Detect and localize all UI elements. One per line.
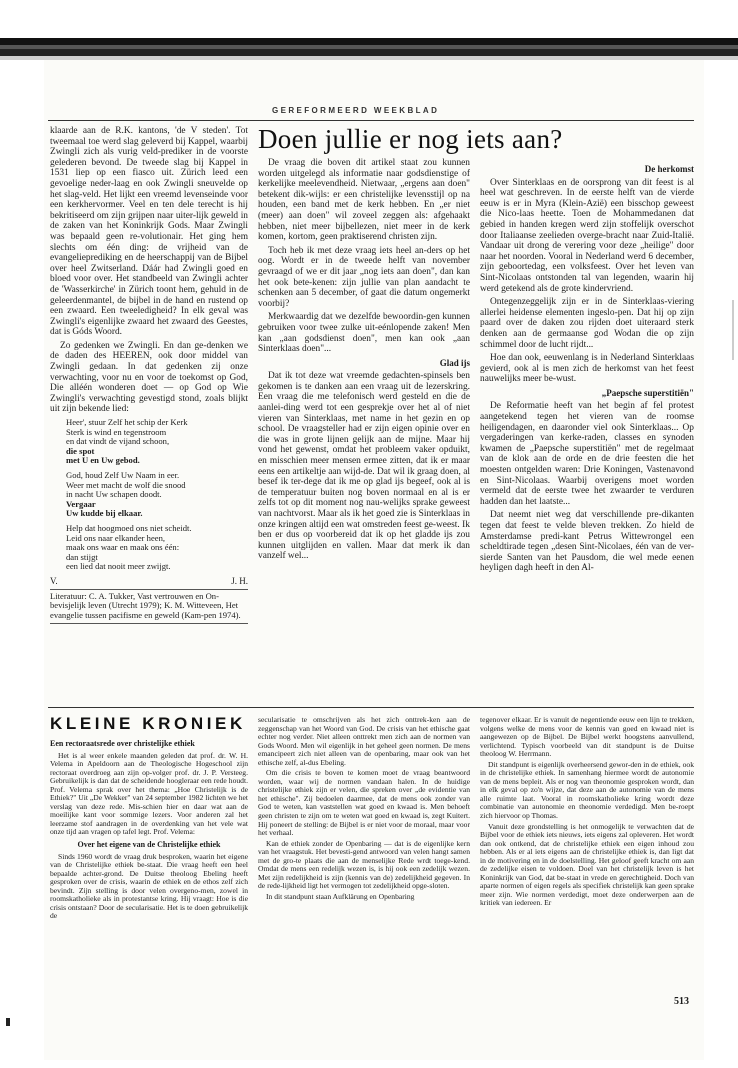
poem-line: die spot: [66, 445, 95, 456]
paragraph: De vraag die boven dit artikel staat zou kunnen worden uitgelegd als informatie naar godsdienstige of kerkelijke meelevendheid. Nietwaar, „ergens aan doen" betekent dik-wijls: er een christelijke levensstijl op na houden, een band met de kerk hebben. En „er niet (meer) aan doen" wil zoveel zeggen als: afgehaakt hebben, niet meer bijbellezen, niet meer in de kerk komen, kortom, geen praktiserend christen zijn.: [258, 158, 470, 243]
paragraph: tegenover elkaar. Er is vanuit de negentiende eeuw een lijn te trekken, volgens welke de mens voor de kennis van goed en kwaad niet is aangewezen op de Bijbel. De Bijbel werkt hoogstens aanvullend, verlichtend. Typisch voorbeeld van dit standpunt is de Duitse theoloog W. Herrmann.: [480, 715, 694, 759]
article-title: Doen jullie er nog iets aan?: [258, 124, 563, 154]
paragraph: Het is al weer enkele maanden geleden dat prof. dr. W. H. Velema in Apeldoorn aan de Theologische Hogeschool zijn rectoraat overdroeg aan zijn op-volger prof. dr. J. P. Versteeg. Gebruikelijk is dan dat de scheidende hoogleraar een rede houdt. Prof. Velema sprak over het thema: „Hoe Christelijk is de Ethiek?" Uit „De Wekker" van 24 september 1982 lichten we het verslag van deze rede. Mis-schien hier en daar wat aan de moeilijke kant voor sommige lezers. Voor anderen zal het leerzame stof aandragen in de overdenking van het vele wat onze tijd aan vragen op tafel legt. Prof. Velema:: [50, 750, 248, 837]
poem-line: Help dat hoogmoed ons niet scheidt.: [66, 522, 192, 533]
poem-line: met U en Uw gebod.: [66, 455, 140, 466]
paragraph: klaarde aan de R.K. kantons, 'de V steden'. Tot tweemaal toe werd slag geleverd bij Kappel, waarbij Zwingli zich als vurig veld-prediker in de voorste gelederen bevond. De tweede slag bij Kappel in 1531 liep op een fiasco uit. Zürich leed een gevoelige neder-laag en ook Zwingli sneuvelde op het slag-veld. Het lijkt een vreemd levenseinde voor een kerkhervormer. Veel en ten dele terecht is hij bekritiseerd om zijn grijpen naar uiter-lijk geweld in de zaken van het Koninkrijk Gods. Maar Zwingli was bepaald geen re-volutionair. Het ging hem slechts om één ding: de vrijheid van de evangelieprediking en de heerschappij van de Bijbel over heel Zwitserland. Dáár had Zwingli goed en bloed voor over. Het standbeeld van Zwingli achter de 'Wasserkirche' in Zürich toont hem, gehuld in de geleerdenmantel, de bijbel in de hand en rustend op een zwaard. Een tweeledigheid? In elk geval was Zwingli's eigenlijke zwaard het zwaard des Geestes, dat is Góds Woord.: [50, 126, 248, 338]
kroniek-column-right: [480, 716, 694, 910]
section-heading: De herkomst: [644, 164, 694, 174]
paragraph: secularisatie te omschrijven als het zich onttrek-ken aan de zeggenschap van het Woord van God. De crisis van het ethische gaat echter nog verder. Niet alleen onttrekt men zich aan de normen van Gods Woord. Men wil eigenlijk in het geheel geen normen. De mens emancipeert zich niet alleen van de openbaring, maar ook van het ethische zelf, al-dus Ebeling.: [258, 715, 470, 767]
poem-line: een lied dat nooit meer zwijgt.: [66, 561, 171, 572]
poem-line: Sterk is wind en tegenstroom: [66, 426, 167, 437]
poem: [50, 418, 248, 572]
column-right: [480, 164, 694, 577]
paragraph: Toch heb ik met deze vraag iets heel an-ders op het oog. Wordt er in de tweede helft van november gevraagd of we er dit jaar „nog iets aan doen", dan kan het ook bete-kenen: zijn jullie van plan aandacht te schenken aan 5 december, of gaat die datum ongemerkt voorbij?: [258, 245, 470, 309]
paragraph: Dat ik tot deze wat vreemde gedachten-spinsels ben gekomen is te danken aan een vraag uit de lezerskring. Een vraag die me telefonisch werd gesteld en die de aanlei-ding werd tot een gesprekje over het al of niet vieren van Sinterklaas, met name in het gezin en op school. De vraagsteller had er zijn eigen opinie over en die was in grote lijnen gelijk aan de mijne. Maar hij vond het gewenst, omdat het probleem vaker opduikt, en misschien meer mensen ermee zitten, dat ik er maar eens een artikeltje aan wijd-de. Dat wil ik graag doen, al besef ik ter-dege dat ik me op glad ijs begeef, ook al is de temperatuur buiten nog boven normaal en al is er zelfs tot op dit moment nog nau-welijks sprake geweest van nachtvorst. Maar als ik het goed zie is Sinterklaas in onze kringen altijd een wat omstreden feest ge-weest. Ik ben er dus op voorbereid dat ik op het gladde ijs zou kunnen uitglijden en vallen. Maar dat merk ik dan vanzelf wel...: [258, 371, 470, 562]
paragraph: Sinds 1960 wordt de vraag druk besproken, waarin het eigene van de Christelijke ethiek be-staat. Die vraag heeft een heel bepaalde achter-grond. De Duitse theoloog Ebeling heeft gesproken over de crisis, waarin de ethiek en de ethos zelf zich bevindt. Zijn stelling is door velen overgeno-men, zowel in roomskatholieke als in protestantse kring. Hij vraagt: Hoe is die crisis ontstaan? Door de secularisatie. Het is te doen gebruikelijk de: [50, 851, 248, 921]
section-heading: „Paepsche superstitiën": [601, 387, 694, 398]
literature-note: Literatuur: C. A. Tukker, Vast vertrouwen en On-bevisjelijk leven (Utrecht 1979); K. M. Witteveen, Het evangelie tussen pacifisme en geweld (Kam-pen 1974).: [50, 590, 241, 621]
poem-line: maak ons waar en maak ons één:: [66, 542, 180, 553]
paragraph: Ontegenzeggelijk zijn er in de Sinterklaas-viering allerlei heidense elementen ingeslo-pen. Dat hij op zijn paard over de daken zou rijden doet uiteraard sterk denken aan de germaanse god Wodan die op zijn schimmel door de lucht rijdt...: [480, 297, 694, 350]
poem-line: God, houd Zelf Uw Naam in eer.: [66, 470, 180, 480]
section-rule: [48, 707, 694, 708]
paragraph: In dit standpunt staan Aufklärung en Openbaring: [266, 891, 415, 901]
literature-rule: [50, 623, 248, 624]
scan-top-border: [0, 38, 738, 56]
scan-corner-mark: [6, 1018, 10, 1026]
header-rule: [48, 120, 694, 121]
paragraph: Vanuit deze grondstelling is het onmogelijk te verwachten dat de Bijbel voor de ethiek iets nieuws, iets eigens zal opleveren. Het wordt dan ook ontkend, dat de christelijke ethiek een eigen inhoud zou hebben. Als er al iets eigens aan de christelijke ethiek is, dan ligt dat in de motivering en in de doelstelling. Het geloof geeft kracht om aan de zedelijke eisen te voldoen. Doel van het christelijk leven is het Koninkrijk van God, dat be-staat in vrede en gerechtigheid. Doch van aparte normen of eigen regels als specifiek christelijk kan geen sprake meer zijn. Wie normen verdedigt, moet deze onderwerpen aan de kritiek van iedereen. Er: [480, 821, 694, 908]
kroniek-column-left: [50, 738, 248, 923]
poem-line: Vergaar: [66, 498, 96, 509]
poem-line: Heer', stuur Zelf het schip der Kerk: [66, 417, 188, 428]
poem-line: in nacht Uw schapen doodt.: [66, 489, 162, 500]
column-middle: [258, 158, 470, 565]
paragraph: Over Sinterklaas en de oorsprong van dit feest is al heel wat geschreven. In de eerste helft van de vierde eeuw is er in Myra (Klein-Azië) een bisschop geweest die Nico-laas heette. Toen de Mohammedanen dat gebied in handen kregen werd zijn stoffelijk overschot door Italiaanse zeelieden overge-bracht naar Zuid-Italië. Vandaar uit drong de verering voor deze „heilige" door naar het noorden. Vooral in Nederland werd 6 december, zijn geboortedag, een volksfeest. Over het leven van Sint-Nicolaas ontstonden tal van legenden, waarin hij werd getekend als de grote kindervriend.: [480, 177, 694, 294]
signature-right: J. H.: [231, 575, 248, 586]
signature-left: V.: [50, 575, 58, 586]
literature-rule: [50, 589, 248, 590]
poem-line: Weer met macht de wolf die snood: [66, 479, 186, 490]
paragraph: Dit standpunt is eigenlijk overheersend gewor-den in de ethiek, ook in de christelijke ethiek. In samenhang hiermee wordt de autonomie van de mens bepleit. Als er nog van theonomie gesproken wordt, dan in elk geval op zo'n wijze, dat deze aan de autonomie van de mens alle ruimte laat. Vooral in roomskatholieke kring wordt deze combinatie van autonomie en theonomie verdedigd. Men be-roept zich hiervoor op Thomas.: [480, 759, 694, 821]
column-left: [50, 126, 248, 626]
poem-line: dan stijgt: [66, 551, 98, 562]
paragraph: Om die crisis te boven te komen moet de vraag beantwoord worden, waar wij de normen vandaan halen. In de huidige christelijke ethiek zijn er velen, die spreken over „de evidentie van het ethische". Zij bedoelen daarmee, dat de mens ook zonder van God te weten, kan vaststellen wat goed en kwaad is. Men behoeft geen christen te zijn om te weten wat goed en kwaad is, zegt Kuitert. Hij poneert de stelling: de Bijbel is er niet voor de moraal, maar voor het verhaal.: [258, 768, 470, 838]
section-heading: Glad ijs: [439, 357, 470, 368]
poem-line: en dat vindt de vijand schoon,: [66, 436, 170, 447]
paragraph: Dat neemt niet weg dat verschillende pre-dikanten tegen dat feest te velde bleven trekken. Zo hield de Amsterdamse predi-kant Petrus Wittewrongel een scheldtirade tegen „desen Sint-Nicolaes, één van de ver-sierde Santen van het Pausdom, die wel mede eenen heyligen dagh heeft in den Al-: [480, 510, 694, 574]
running-header: GEREFORMEERD WEEKBLAD: [272, 106, 440, 115]
paragraph: Kan de ethiek zonder de Openbaring — dat is de eigenlijke kern van het vraagstuk. Het bevesti-gend antwoord van velen hangt samen met de gro-te plaats die aan de menselijke Rede wrdt toege-kend. Omdat de mens een redelijk wezen is, is hij ook een zedelijk wezen. Met zijn redelijkheid is zijn (kennis van de) zedelijkheid gegeven. In de rede-lijkheid ligt het vermogen tot zedelijkheid opge-sloten.: [258, 838, 470, 891]
paragraph: De Reformatie heeft van het begin af fel protest aangetekend tegen het vieren van de roomse heiligendagen, en daaronder viel ook Sinterklaas... Op vergaderingen van kerke-raden, classes en synoden kwamen de „Paepsche superstitiën" met de regelmaat van de klok aan de orde en de drie feesten die het moesten ontgelden waren: Drie Koningen, Vastenavond en Sint-Nicolaas. Waarbij overigens moet worden vermeld dat de eerste twee het zwaarder te verduren hadden dan het laatste...: [480, 401, 694, 507]
paragraph: Merkwaardig dat we dezelfde bewoordin-gen kunnen gebruiken voor twee zulke uit-eénlopende zaken! Men kan „aan godsdienst doen", men kan ook „aan Sinterklaas doen"...: [258, 312, 470, 355]
kroniek-heading: Een rectoraatsrede over christelijke ethiek: [50, 739, 195, 748]
signature: [50, 576, 248, 587]
paragraph: Zo gedenken we Zwingli. En dan ge-denken we de daden des HEEREN, ook door middel van Zwingli gedaan. In dat gedenken zij onze verwachting, voor nu en voor de toekomst op God, Die alléén wonderen doet — op God op Wie Zwingli's verwachting gevestigd stond, zoals blijkt uit zijn bekende lied:: [50, 340, 248, 415]
page-number: 513: [674, 996, 689, 1007]
kroniek-subheading: Over het eigene van de Christelijke ethiek: [77, 840, 221, 850]
poem-line: Uw kudde bij elkaar.: [66, 508, 143, 519]
paragraph: Hoe dan ook, eeuwenlang is in Nederland Sinterklaas gevierd, ook al is men zich de herkomst van het feest nauwelijks meer be-wust.: [480, 353, 694, 385]
poem-line: Leid ons naar elkander heen,: [66, 532, 166, 543]
kroniek-title: KLEINE KRONIEK: [50, 714, 246, 733]
scan-edge-mark: [732, 300, 734, 360]
kroniek-column-middle: [258, 716, 470, 903]
